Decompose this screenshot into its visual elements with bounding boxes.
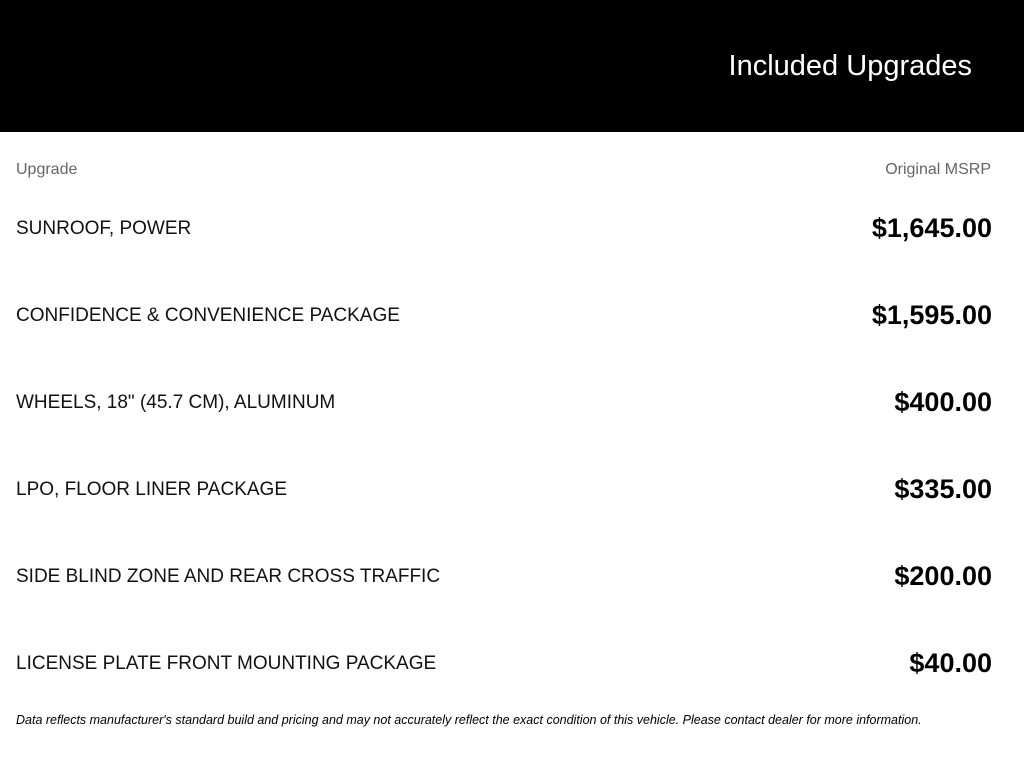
header-banner [0,0,1024,132]
upgrade-price: $1,645.00 [871,213,992,243]
table-row [16,205,992,292]
table-row [16,553,992,640]
upgrade-name: WHEELS, 18" (45.7 CM), ALUMINUM [16,392,336,413]
upgrade-price: $400.00 [894,387,992,417]
page-title: Included Upgrades [728,50,972,82]
upgrade-price: $200.00 [894,561,992,591]
upgrade-name: CONFIDENCE & CONVENIENCE PACKAGE [16,305,400,326]
upgrade-price: $335.00 [894,474,992,504]
upgrade-name: SUNROOF, POWER [16,218,192,239]
upgrade-name: LPO, FLOOR LINER PACKAGE [16,479,288,500]
table-row [16,466,992,553]
table-header [16,160,991,180]
upgrade-name: LICENSE PLATE FRONT MOUNTING PACKAGE [16,653,437,674]
upgrade-price: $1,595.00 [871,300,992,330]
table-row [16,292,992,379]
upgrades-list [16,205,992,727]
table-row [16,379,992,466]
column-header-msrp: Original MSRP [885,161,991,178]
upgrade-name: SIDE BLIND ZONE AND REAR CROSS TRAFFIC [16,566,441,587]
disclaimer-text: Data reflects manufacturer's standard build and pricing and may not accurately reflect the exact condition of this vehicle. Please contact dealer for more information. [16,713,922,727]
column-header-upgrade: Upgrade [16,161,78,178]
upgrade-price: $40.00 [909,648,992,678]
